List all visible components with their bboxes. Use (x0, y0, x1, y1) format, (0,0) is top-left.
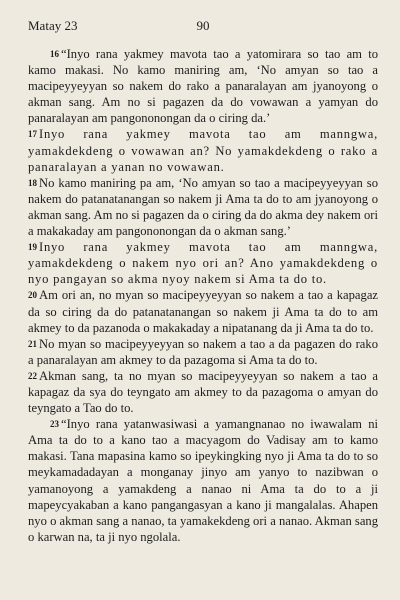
verse-number: 19 (28, 242, 37, 253)
verse-16 (28, 46, 378, 126)
verse-text: Inyo rana yakmey mavota tao am manngwa, yamakdekdeng o vowawan an? No yamakdekdeng o rako a panaralayan a yanan no vowawan. (28, 127, 378, 174)
verse-text: Akman sang, ta no myan so macipeyyeyyan so nakem a tao a kapagaz da sya do teyngato am akmey to da pazagoma o amyan do teyngato a Tao do to. (28, 368, 378, 416)
verse-text: “Inyo rana yatanwasiwasi a yamangnanao no iwawalam ni Ama ta do to a kano tao a macyagom do Vadisay am to kamo makasi. Tana mapasina kamo so ipeykingking nyo ji Ama ta do to so meykamadadayan a monganay jinyo am yanyo to nazibwan o yamanoyong a yamakdeng a nanao ni Ama ta do to a ji mapeycyakaban a kano pangangasyan a kano ji mangalalas. Ahapen nyo o akman sang a nanao, ta yamakekdeng ori a nanao. Akman sang o karwan na, ta ji nyo ngolala. (28, 417, 378, 544)
verse-text: Am ori an, no myan so macipeyyeyyan so nakem a tao a kapagaz da so ciring da do patanatanangan so nakem ji Ama ta do to am akmey to da pazanoda o makakaday a nipatanang da ji Ama ta do to. (28, 288, 378, 335)
verse-17 (28, 126, 378, 174)
verse-18 (28, 175, 378, 239)
page-number: 90 (196, 18, 210, 33)
verse-text: “Inyo rana yakmey mavota tao a yatomirara so tao am to kamo makasi. No kamo maniring am, ‘No amyan so tao a macipeyyeyyan so nakem do rako a panaralayan am jyanoyong o akman sang. Am no si pagazen da do vowawan a yamyan do panaralayan am pangononongan da o ciring da.’ (28, 47, 378, 126)
running-header-book: Matay 23 (28, 18, 78, 33)
verse-23 (28, 416, 378, 545)
verse-number: 23 (50, 419, 59, 430)
verse-19 (28, 239, 378, 287)
verse-20 (28, 287, 378, 335)
verse-number: 17 (28, 129, 37, 140)
verse-22 (28, 368, 378, 416)
verse-number: 18 (28, 177, 37, 188)
verse-text: No kamo maniring pa am, ‘No amyan so tao a macipeyyeyyan so nakem do patanatanangan so nakem ji Ama ta do to am jyanoyong o akman sang. Am no si pagazen da o ciring da do akma dey nakem ori a makakaday am pangononongan da o akman sang.’ (28, 175, 378, 239)
verse-21 (28, 336, 378, 368)
verse-number: 21 (28, 338, 37, 349)
verse-text: Inyo rana yakmey mavota tao am manngwa, yamakdekdeng o nakem nyo ori an? Ano yamakdekdeng o nyo pangayan so akma nyoy nakem si Ama ta do to. (28, 240, 378, 287)
verse-number: 16 (50, 49, 59, 59)
verse-number: 22 (28, 370, 37, 381)
page-header (28, 18, 378, 34)
scripture-text (28, 46, 378, 545)
verse-text: No myan so macipeyyeyyan so nakem a tao a da pagazen do rako a panaralayan am akmey to da pazagoma si Ama ta do to. (28, 336, 378, 367)
verse-number: 20 (28, 290, 37, 301)
